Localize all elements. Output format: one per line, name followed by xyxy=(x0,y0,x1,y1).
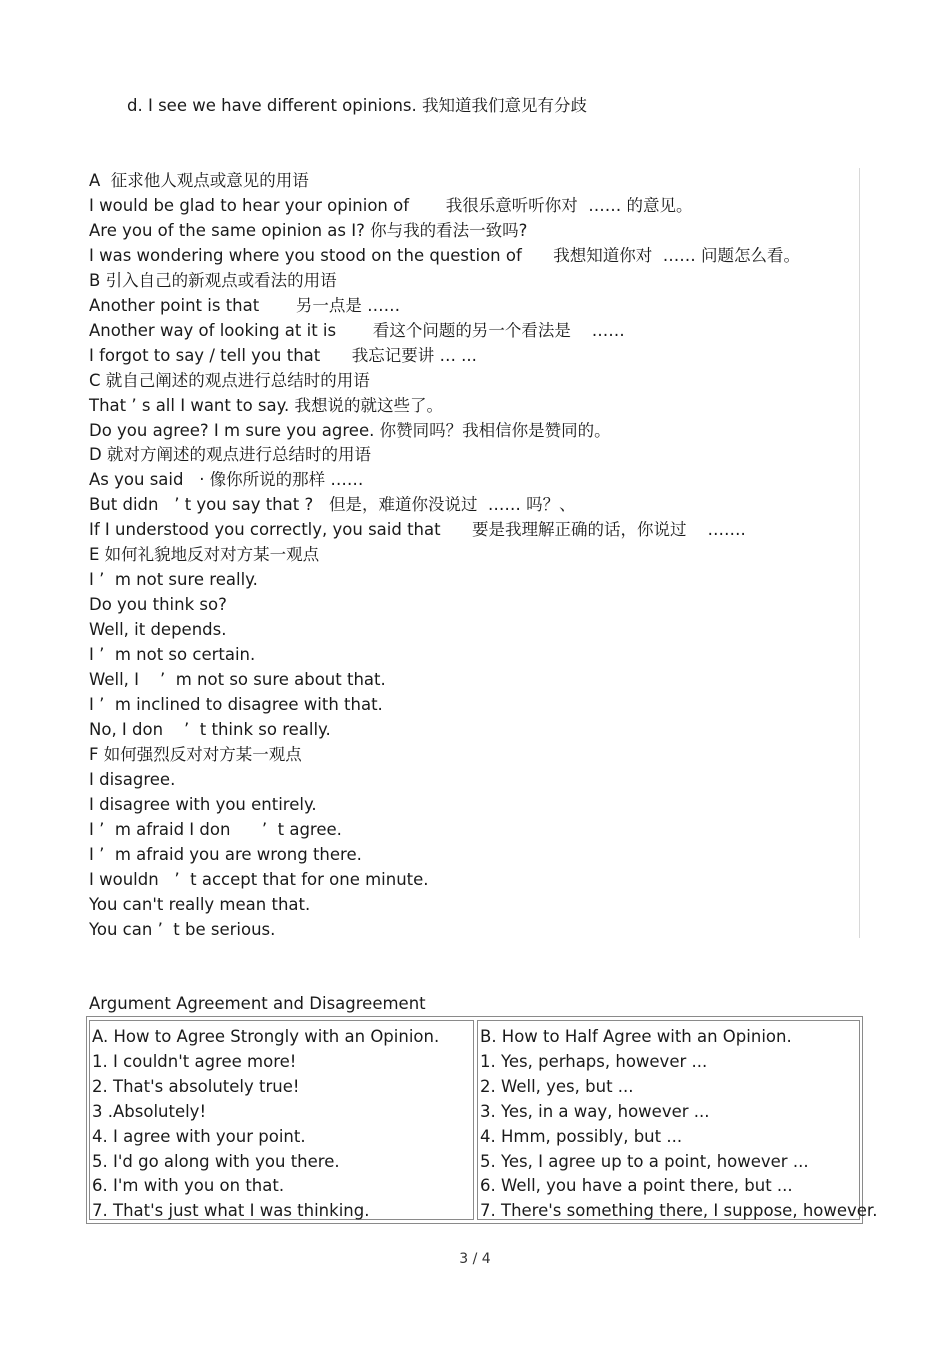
page-number: 3 / 4 xyxy=(459,1251,491,1267)
text-line: Are you of the same opinion as I? 你与我的看法一致吗? xyxy=(89,221,528,240)
text-line: Do you agree? I m sure you agree. 你赞同吗？我相信你是赞同的。 xyxy=(89,421,611,440)
text-line: Do you think so? xyxy=(89,595,227,614)
table-row: 3 .Absolutely! xyxy=(92,1102,207,1121)
text-line: Well, it depends. xyxy=(89,620,227,639)
table-row: 4. I agree with your point. xyxy=(92,1127,306,1146)
table-row: 7. That's just what I was thinking. xyxy=(92,1201,370,1220)
text-line: That ’ s all I want to say. 我想说的就这些了。 xyxy=(89,396,444,415)
text-line: If I understood you correctly, you said that 要是我理解正确的话，你说过 ……. xyxy=(89,520,746,539)
margin-rule xyxy=(859,168,860,938)
text-line: I ’ m inclined to disagree with that. xyxy=(89,695,383,714)
agreement-table xyxy=(86,1016,878,1224)
table-row: A. How to Agree Strongly with an Opinion. xyxy=(92,1027,440,1046)
text-line: I ’ m afraid you are wrong there. xyxy=(89,845,362,864)
text-line: Another point is that 另一点是 …… xyxy=(89,296,401,315)
text-line: I ’ m not sure really. xyxy=(89,570,258,589)
text-line: I disagree with you entirely. xyxy=(89,795,317,814)
text-line: D 就对方阐述的观点进行总结时的用语 xyxy=(89,445,371,464)
text-line: F 如何强烈反对对方某一观点 xyxy=(89,745,302,764)
table-row: 2. That's absolutely true! xyxy=(92,1077,300,1096)
table-row: 5. I'd go along with you there. xyxy=(92,1152,340,1171)
table-row: B. How to Half Agree with an Opinion. xyxy=(480,1027,792,1046)
text-line: I would be glad to hear your opinion of 我很乐意听听你对 …… 的意见。 xyxy=(89,196,693,215)
text-line: As you said · 像你所说的那样 …… xyxy=(89,470,364,489)
table-row: 6. I'm with you on that. xyxy=(92,1176,285,1195)
text-line: You can't really mean that. xyxy=(89,895,311,914)
text-line: I disagree. xyxy=(89,770,176,789)
text-line: B 引入自己的新观点或看法的用语 xyxy=(89,271,337,290)
table-cell-half-agree xyxy=(477,1020,878,1220)
table-row: 3. Yes, in a way, however ... xyxy=(480,1102,710,1121)
text-line: I wouldn ’ t accept that for one minute. xyxy=(89,870,429,889)
table-cell-agree-strongly xyxy=(89,1020,474,1220)
text-line: A 征求他人观点或意见的用语 xyxy=(89,171,309,190)
text-line: No, I don ’ t think so really. xyxy=(89,720,331,739)
text-line: I ’ m not so certain. xyxy=(89,645,256,664)
table-row: 5. Yes, I agree up to a point, however ... xyxy=(480,1152,809,1171)
table-row: 4. Hmm, possibly, but ... xyxy=(480,1127,683,1146)
text-line: I forgot to say / tell you that 我忘记要讲 … ... xyxy=(89,346,477,365)
text-line: Another way of looking at it is 看这个问题的另一个看法是 …… xyxy=(89,321,625,340)
text-line: E 如何礼貌地反对对方某一观点 xyxy=(89,545,320,564)
table-row: 7. There's something there, I suppose, however. xyxy=(480,1201,878,1220)
text-line: Well, I ’ m not so sure about that. xyxy=(89,670,386,689)
heading-d: d. I see we have different opinions. 我知道我们意见有分歧 xyxy=(127,96,587,115)
text-line: C 就自己阐述的观点进行总结时的用语 xyxy=(89,371,370,390)
text-line: You can ’ t be serious. xyxy=(89,920,276,939)
table-title: Argument Agreement and Disagreement xyxy=(89,994,426,1013)
table-row: 6. Well, you have a point there, but ... xyxy=(480,1176,793,1195)
table-row: 2. Well, yes, but ... xyxy=(480,1077,634,1096)
table-row: 1. Yes, perhaps, however ... xyxy=(480,1052,708,1071)
text-line: I ’ m afraid I don ’ t agree. xyxy=(89,820,342,839)
text-line: But didn ’ t you say that ? 但是，难道你没说过 …… 吗？、 xyxy=(89,495,576,514)
text-line: I was wondering where you stood on the question of 我想知道你对 …… 问题怎么看。 xyxy=(89,246,800,265)
table-row: 1. I couldn't agree more! xyxy=(92,1052,297,1071)
